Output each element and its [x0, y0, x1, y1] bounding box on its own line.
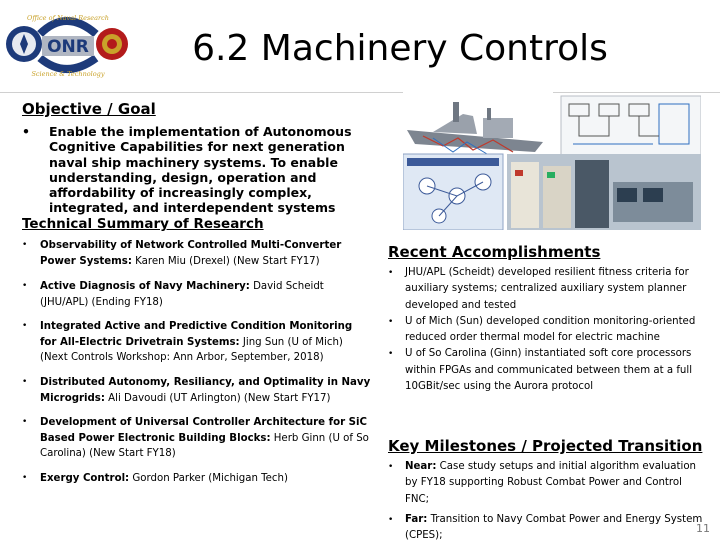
technical-summary-heading: Technical Summary of Research — [22, 216, 264, 232]
bullet-icon: • — [388, 268, 394, 278]
slide-number: 11 — [696, 522, 710, 535]
recent-accomplishments-heading: Recent Accomplishments — [388, 243, 601, 261]
bullet-icon: • — [388, 514, 394, 525]
slide-title: 6.2 Machinery Controls — [192, 28, 608, 69]
bullet-icon: • — [388, 316, 394, 327]
bullet-icon: • — [388, 462, 394, 472]
list-item: • Development of Universal Controller Architecture for SiC Based Power Electronic Building Blocks: Herb Ginn (U of So Carolina) (New Start FY18) — [22, 417, 369, 459]
list-item: • Observability of Network Controlled Multi-Converter Power Systems: Karen Miu (Drexel) (New Start FY17) — [22, 240, 342, 267]
bullet-icon: • — [22, 281, 28, 291]
machinery-images — [403, 92, 701, 230]
list-item: • Near: Case study setups and initial algorithm evaluation by FY18 supporting Robust Combat Power and Control FNC; — [388, 461, 697, 505]
objective-bullet — [22, 124, 382, 216]
list-item: • U of So Carolina (Ginn) instantiated soft core processors within FPGAs and communicated between them at a full 10GBit/sec using the Aurora protocol — [388, 348, 693, 393]
bullet-icon: • — [22, 321, 28, 331]
recent-accomplishments-list — [388, 265, 708, 395]
ship-image — [403, 92, 553, 162]
objective-text: Enable the implementation of Autonomous Cognitive Capabilities for next generation naval ship machinery systems. To enable understanding, design, operation and affordability of increasingly complex, integrated, and interdependent systems — [49, 124, 352, 216]
list-item: • Far: Transition to Navy Combat Power and Energy System (CPES); — [388, 513, 703, 540]
list-item: • Exergy Control: Gordon Parker (Michigan Tech) — [22, 471, 372, 487]
bullet-icon: • — [388, 349, 394, 360]
bullet-icon: • — [22, 124, 30, 139]
bullet-icon: • — [22, 473, 28, 483]
list-item: • U of Mich (Sun) developed condition monitoring-oriented reduced order thermal model for electric machine — [388, 315, 696, 344]
key-milestones-list — [388, 459, 708, 540]
objective-heading: Objective / Goal — [22, 100, 156, 118]
svg-text:Science & Technology: Science & Technology — [31, 70, 105, 78]
list-item: • JHU/APL (Scheidt) developed resilient fitness criteria for auxiliary systems; centralized auxiliary system planner developed and tested — [388, 267, 689, 311]
circuit-board-image — [561, 96, 701, 156]
bullet-icon: • — [22, 417, 28, 427]
list-item: • Integrated Active and Predictive Condition Monitoring for All-Electric Drivetrain Systems: Jing Sun (U of Mich) (Next Controls Workshop: Ann Arbor, September, 2018) — [22, 321, 353, 363]
lab-equipment-image — [507, 154, 701, 230]
svg-text:Office of Naval Research: Office of Naval Research — [27, 14, 109, 22]
list-item: • Distributed Autonomy, Resiliancy, and Optimality in Navy Microgrids: Ali Davoudi (UT Arlington) (New Start FY17) — [22, 377, 371, 404]
key-milestones-heading: Key Milestones / Projected Transition — [388, 437, 703, 455]
bullet-icon: • — [22, 377, 28, 387]
bullet-icon: • — [22, 240, 28, 250]
onr-logo — [2, 4, 130, 82]
network-diagram-image — [403, 154, 503, 230]
list-item: • Active Diagnosis of Navy Machinery: David Scheidt (JHU/APL) (Ending FY18) — [22, 281, 324, 308]
svg-text:ONR: ONR — [47, 37, 89, 57]
